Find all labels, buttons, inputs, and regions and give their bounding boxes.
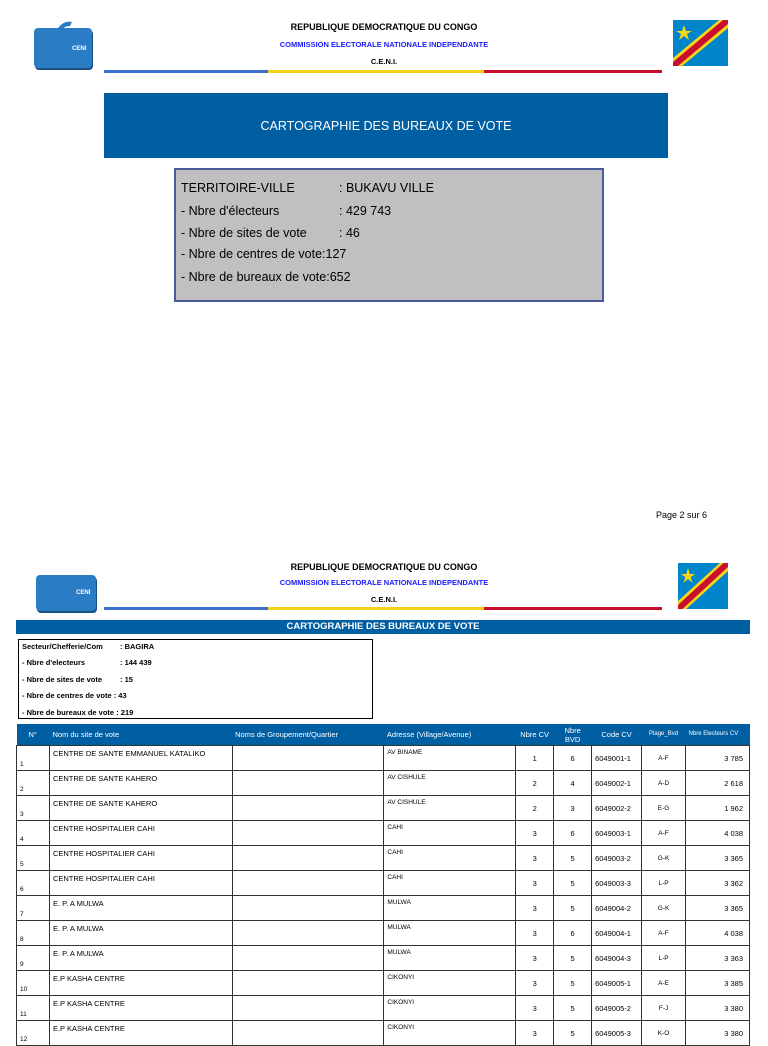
col-header: Plage_Bvd — [642, 724, 686, 746]
table-cell: 3 — [516, 846, 554, 871]
table-cell — [232, 746, 384, 771]
summary-label: TERRITOIRE-VILLE — [181, 181, 295, 195]
table-row — [17, 821, 750, 846]
table-cell: A-F — [642, 821, 686, 846]
table-cell: 5 — [554, 971, 592, 996]
table-cell: 4 — [554, 771, 592, 796]
col-header: Nom du site de vote — [49, 724, 232, 746]
stripe-yellow — [268, 607, 484, 610]
page-banner: CARTOGRAPHIE DES BUREAUX DE VOTE — [16, 620, 750, 634]
table-cell: 2 — [17, 771, 50, 796]
table-cell: 10 — [17, 971, 50, 996]
table-cell: 3 365 — [686, 846, 750, 871]
sector-label: - Nbre d'electeurs — [22, 658, 86, 667]
table-cell: 3 — [516, 896, 554, 921]
table-cell: L-P — [642, 871, 686, 896]
summary-row — [181, 204, 391, 218]
table-cell: CAHI — [384, 821, 516, 846]
table-cell: 5 — [554, 846, 592, 871]
table-cell: 6049001-1 — [592, 746, 642, 771]
table-cell: 6049002-1 — [592, 771, 642, 796]
table-row — [17, 946, 750, 971]
table-cell: 6 — [17, 871, 50, 896]
table-cell: A-F — [642, 921, 686, 946]
sector-summary — [18, 639, 373, 719]
table-cell — [232, 921, 384, 946]
col-header: Noms de Groupement/Quartier — [232, 724, 384, 746]
table-cell: L-P — [642, 946, 686, 971]
table-row — [17, 796, 750, 821]
sector-value: : BAGIRA — [120, 642, 155, 651]
stripe-yellow — [268, 70, 484, 73]
table-row — [17, 971, 750, 996]
logo-text: CENI — [76, 590, 91, 596]
table-cell: E.P KASHA CENTRE — [49, 971, 232, 996]
summary-value: : 46 — [339, 226, 360, 240]
summary-row — [181, 181, 434, 195]
table-cell: 3 — [516, 921, 554, 946]
table-cell: CAHI — [384, 846, 516, 871]
col-header: Adresse (Village/Avenue) — [384, 724, 516, 746]
table-cell: MULWA — [384, 946, 516, 971]
table-cell: 3 362 — [686, 871, 750, 896]
summary-label: - Nbre d'électeurs — [181, 204, 280, 218]
table-cell: AV CISHULE — [384, 796, 516, 821]
table-cell: 6049005-3 — [592, 1021, 642, 1046]
table-cell: 1 — [17, 746, 50, 771]
table-cell — [232, 871, 384, 896]
sector-row — [22, 658, 152, 667]
table-cell: 5 — [554, 946, 592, 971]
table-cell: 3 385 — [686, 971, 750, 996]
col-header: Nbre Electeurs CV — [686, 724, 750, 746]
table-cell: 1 962 — [686, 796, 750, 821]
table-cell: G-K — [642, 846, 686, 871]
table-cell: 7 — [17, 896, 50, 921]
republic-title: REPUBLIQUE DEMOCRATIQUE DU CONGO — [290, 22, 478, 32]
table-row — [17, 846, 750, 871]
summary-value: :652 — [326, 270, 351, 284]
table-cell: CIKONYI — [384, 996, 516, 1021]
stripe-red — [484, 607, 662, 610]
table-row — [17, 896, 750, 921]
sector-value: : 144 439 — [120, 658, 152, 667]
summary-row — [181, 270, 351, 284]
table-cell: 3 — [516, 946, 554, 971]
table-cell: 3 — [516, 996, 554, 1021]
table-cell — [232, 771, 384, 796]
table-row — [17, 996, 750, 1021]
table-row — [17, 1021, 750, 1046]
summary-row — [181, 226, 360, 240]
table-cell — [232, 996, 384, 1021]
table-cell: 5 — [17, 846, 50, 871]
table-cell — [232, 821, 384, 846]
table-cell: 3 365 — [686, 896, 750, 921]
table-cell: E-G — [642, 796, 686, 821]
table-cell: K-O — [642, 1021, 686, 1046]
commission-title: COMMISSION ELECTORALE NATIONALE INDEPENDANTE — [279, 40, 489, 49]
table-cell: 12 — [17, 1021, 50, 1046]
table-cell: CENTRE HOSPITALIER CAHI — [49, 821, 232, 846]
summary-label: - Nbre de sites de vote — [181, 226, 307, 240]
table-cell: 6049003-1 — [592, 821, 642, 846]
col-header: Nbre BVD — [554, 724, 592, 746]
table-cell: CAHI — [384, 871, 516, 896]
table-cell: A-D — [642, 771, 686, 796]
table-cell: 2 — [516, 796, 554, 821]
table-cell: 11 — [17, 996, 50, 1021]
table-cell: A-E — [642, 971, 686, 996]
table-cell: E. P. A MULWA — [49, 946, 232, 971]
table-cell: 3 363 — [686, 946, 750, 971]
table-cell: MULWA — [384, 896, 516, 921]
table-cell: 6 — [554, 746, 592, 771]
sector-row — [22, 691, 127, 700]
table-cell: CENTRE DE SANTE EMMANUEL KATALIKO — [49, 746, 232, 771]
table-cell: AV CISHULE — [384, 771, 516, 796]
territory-summary — [174, 168, 604, 302]
table-cell — [232, 1021, 384, 1046]
table-cell: 6049005-2 — [592, 996, 642, 1021]
sector-row — [22, 675, 133, 684]
table-cell — [232, 796, 384, 821]
summary-row — [181, 247, 346, 261]
stripe-blue — [104, 607, 268, 610]
table-cell: 6049005-1 — [592, 971, 642, 996]
voting-sites-table — [16, 724, 750, 1046]
sector-label: - Nbre de sites de vote — [22, 675, 103, 684]
table-cell: 6049004-3 — [592, 946, 642, 971]
page-number: Page 2 sur 6 — [656, 510, 708, 520]
table-cell: 1 — [516, 746, 554, 771]
sector-value: : 43 — [113, 691, 127, 700]
ceni-acronym: C.E.N.I. — [370, 595, 398, 604]
table-cell: 6 — [554, 921, 592, 946]
table-cell: A-F — [642, 746, 686, 771]
table-cell: 6049004-1 — [592, 921, 642, 946]
sector-value: : 15 — [120, 675, 133, 684]
table-cell: 6049002-2 — [592, 796, 642, 821]
table-cell: 3 — [516, 971, 554, 996]
sector-value: : 219 — [116, 708, 134, 717]
table-cell: 5 — [554, 1021, 592, 1046]
table-row — [17, 871, 750, 896]
summary-label: - Nbre de centres de vote — [181, 247, 323, 261]
table-cell: 3 — [516, 821, 554, 846]
sector-row — [22, 642, 154, 651]
summary-value: : BUKAVU VILLE — [339, 181, 434, 195]
page-banner: CARTOGRAPHIE DES BUREAUX DE VOTE — [104, 93, 668, 158]
table-cell: CENTRE HOSPITALIER CAHI — [49, 871, 232, 896]
table-cell: 9 — [17, 946, 50, 971]
table-row — [17, 746, 750, 771]
table-cell: 3 — [17, 796, 50, 821]
table-cell: 2 618 — [686, 771, 750, 796]
table-cell: G-K — [642, 896, 686, 921]
col-header: Code CV — [592, 724, 642, 746]
table-cell: 6049003-2 — [592, 846, 642, 871]
table-cell — [232, 946, 384, 971]
drc-flag — [678, 563, 728, 609]
table-cell: 8 — [17, 921, 50, 946]
sector-label: - Nbre de bureaux de vote — [22, 708, 115, 717]
sector-row — [22, 708, 133, 717]
table-cell: 5 — [554, 896, 592, 921]
logo-text: CENI — [72, 46, 87, 52]
table-cell: AV BINAME — [384, 746, 516, 771]
table-cell: CENTRE DE SANTE KAHERO — [49, 796, 232, 821]
col-header: N° — [17, 724, 50, 746]
table-cell: 4 038 — [686, 821, 750, 846]
col-header: Nbre CV — [516, 724, 554, 746]
table-row — [17, 771, 750, 796]
table-cell: 4 038 — [686, 921, 750, 946]
table-cell: CENTRE HOSPITALIER CAHI — [49, 846, 232, 871]
table-cell: 3 — [516, 871, 554, 896]
table-cell: E. P. A MULWA — [49, 921, 232, 946]
table-cell: CIKONYI — [384, 1021, 516, 1046]
table-header — [17, 724, 750, 746]
table-cell — [232, 846, 384, 871]
table-cell — [232, 971, 384, 996]
table-cell: 6049004-2 — [592, 896, 642, 921]
summary-label: - Nbre de bureaux de vote — [181, 270, 327, 284]
table-cell: 3 — [554, 796, 592, 821]
table-cell — [232, 896, 384, 921]
drc-flag — [673, 20, 728, 66]
table-cell: 3 380 — [686, 996, 750, 1021]
table-cell: 5 — [554, 996, 592, 1021]
table-row — [17, 921, 750, 946]
table-cell: 3 785 — [686, 746, 750, 771]
summary-value: :127 — [322, 247, 347, 261]
table-cell: E.P KASHA CENTRE — [49, 996, 232, 1021]
table-cell: MULWA — [384, 921, 516, 946]
table-cell: 6 — [554, 821, 592, 846]
table-cell: 2 — [516, 771, 554, 796]
table-cell: CIKONYI — [384, 971, 516, 996]
table-cell: 3 — [516, 1021, 554, 1046]
sector-label: - Nbre de centres de vote — [22, 691, 112, 700]
table-cell: 4 — [17, 821, 50, 846]
commission-title: COMMISSION ELECTORALE NATIONALE INDEPENDANTE — [279, 578, 489, 587]
table-cell: 5 — [554, 871, 592, 896]
sector-label: Secteur/Chefferie/Com — [22, 642, 103, 651]
table-cell: E. P. A MULWA — [49, 896, 232, 921]
table-cell: 3 380 — [686, 1021, 750, 1046]
summary-value: : 429 743 — [339, 204, 392, 218]
republic-title: REPUBLIQUE DEMOCRATIQUE DU CONGO — [290, 562, 478, 572]
table-cell: F-J — [642, 996, 686, 1021]
table-cell: E.P KASHA CENTRE — [49, 1021, 232, 1046]
table-cell: CENTRE DE SANTE KAHERO — [49, 771, 232, 796]
table-cell: 6049003-3 — [592, 871, 642, 896]
ceni-acronym: C.E.N.I. — [370, 57, 398, 66]
stripe-red — [484, 70, 662, 73]
stripe-blue — [104, 70, 268, 73]
